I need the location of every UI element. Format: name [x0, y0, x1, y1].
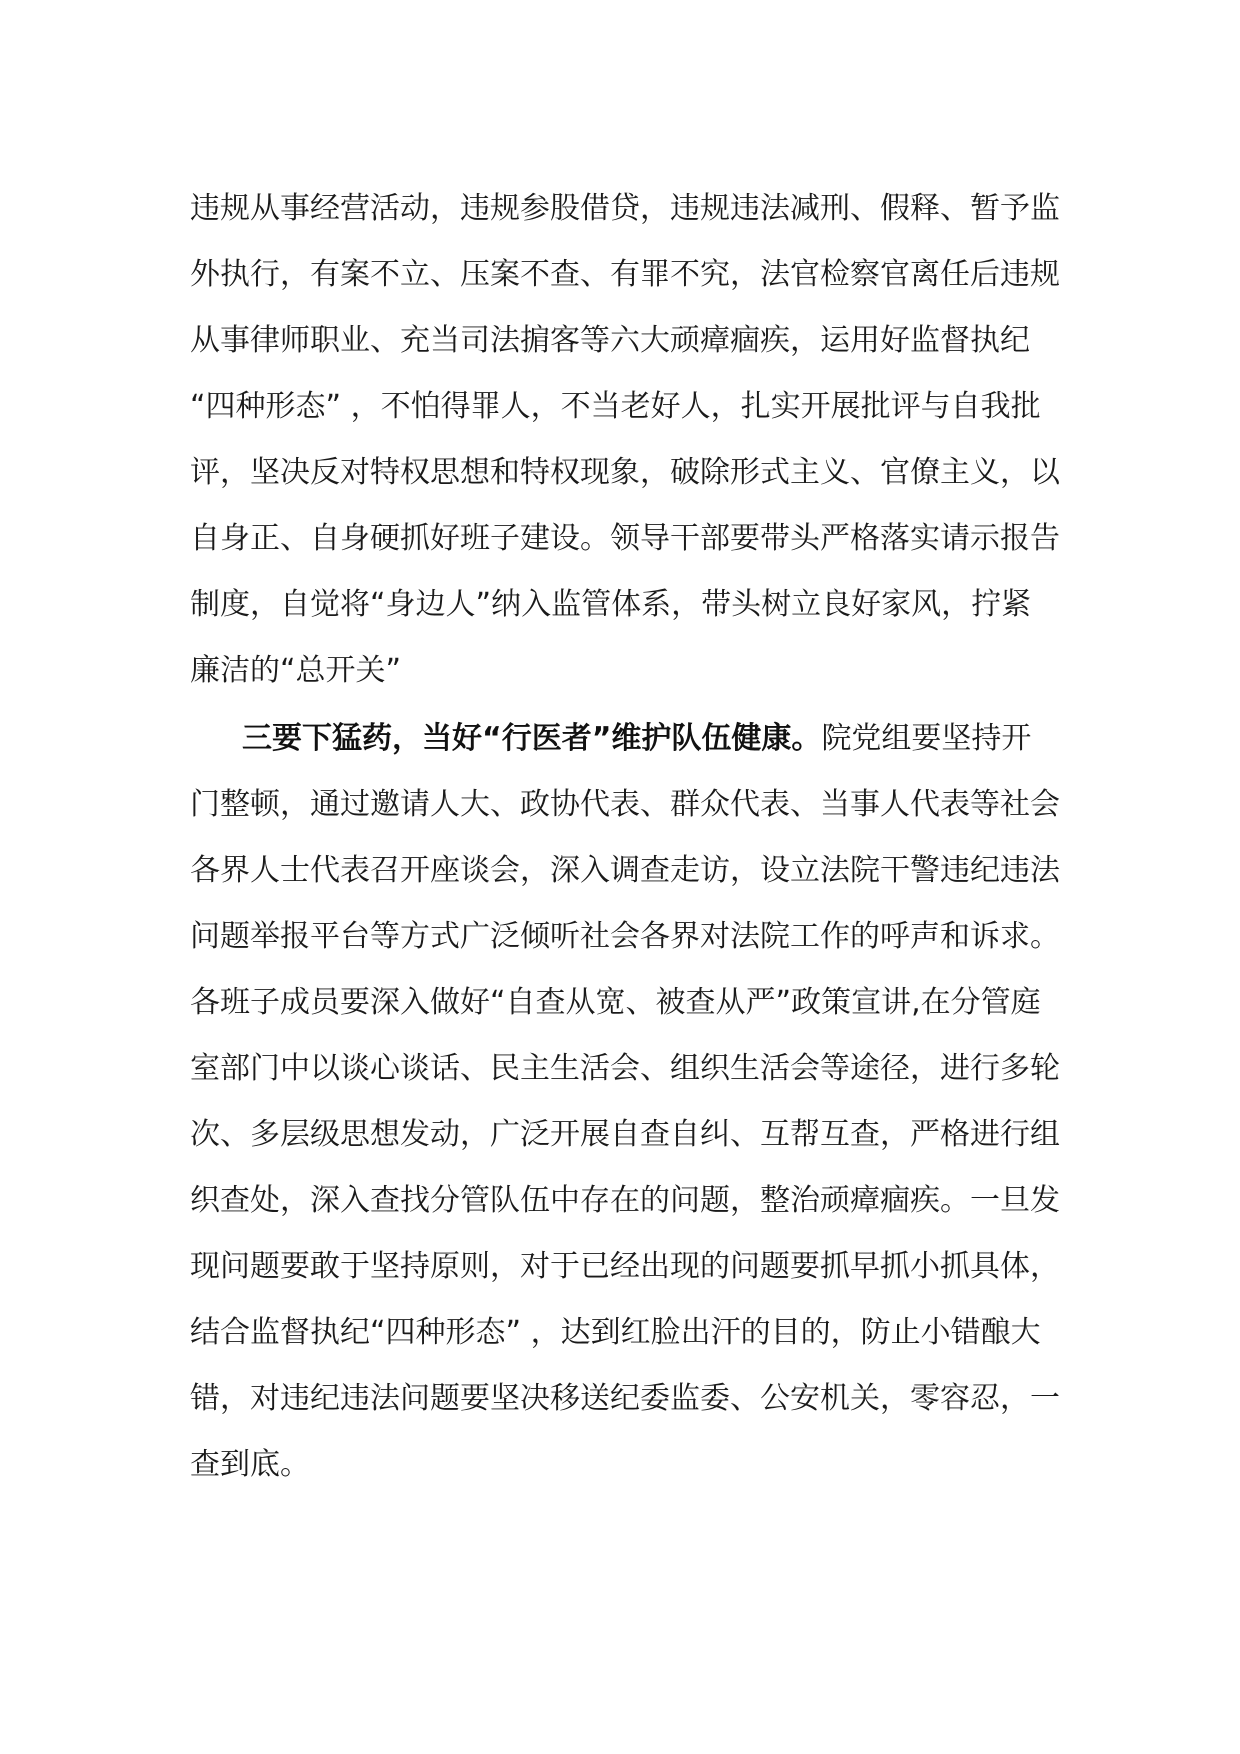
- section-heading: 三要下猛药，当好“行医者”维护队伍健康。: [242, 721, 822, 756]
- text-line: 查到底。: [190, 1447, 310, 1482]
- text-line: 自身正、自身硬抓好班子建设。领导干部要带头严格落实请示报告: [190, 521, 1060, 556]
- text-line: 各班子成员要深入做好“自查从宽、被查从严”政策宣讲,在分管庭: [190, 985, 1041, 1020]
- text-line: 廉洁的“总开关”: [190, 653, 402, 688]
- text-line: 织查处，深入查找分管队伍中存在的问题，整治顽瘴痼疾。一旦发: [190, 1183, 1060, 1218]
- first-line-text: 院党组要坚持开: [821, 721, 1032, 756]
- text-line: “四种形态” ，不怕得罪人，不当老好人，扎实开展批评与自我批: [190, 389, 1041, 424]
- text-line: 错，对违纪违法问题要坚决移送纪委监委、公安机关，零容忍，一: [190, 1381, 1060, 1416]
- text-line: 次、多层级思想发动，广泛开展自查自纠、互帮互查，严格进行组: [190, 1117, 1060, 1152]
- text-line: 现问题要敢于坚持原则，对于已经出现的问题要抓早抓小抓具体，: [190, 1249, 1060, 1284]
- paragraph-1: [190, 176, 1070, 704]
- text-line: 问题举报平台等方式广泛倾听社会各界对法院工作的呼声和诉求。: [190, 919, 1060, 954]
- text-line: 结合监督执纪“四种形态” ，达到红脸出汗的目的，防止小错酿大: [190, 1315, 1041, 1350]
- paragraph-first-line: [190, 706, 1070, 772]
- text-line: 室部门中以谈心谈话、民主生活会、组织生活会等途径，进行多轮: [190, 1051, 1060, 1086]
- text-line: 评，坚决反对特权思想和特权现象，破除形式主义、官僚主义，以: [190, 455, 1060, 490]
- text-line: 外执行，有案不立、压案不查、有罪不究，法官检察官离任后违规: [190, 257, 1060, 292]
- paragraph-2: [190, 706, 1070, 1498]
- text-line: 制度，自觉将“身边人”纳入监管体系，带头树立良好家风，拧紧: [190, 587, 1032, 622]
- text-line: 从事律师职业、充当司法掮客等六大顽瘴痼疾，运用好监督执纪: [190, 323, 1030, 358]
- text-line: 各界人士代表召开座谈会，深入调查走访，设立法院干警违纪违法: [190, 853, 1060, 888]
- text-line: 门整顿，通过邀请人大、政协代表、群众代表、当事人代表等社会: [190, 787, 1060, 822]
- text-line: 违规从事经营活动，违规参股借贷，违规违法减刑、假释、暂予监: [190, 191, 1060, 226]
